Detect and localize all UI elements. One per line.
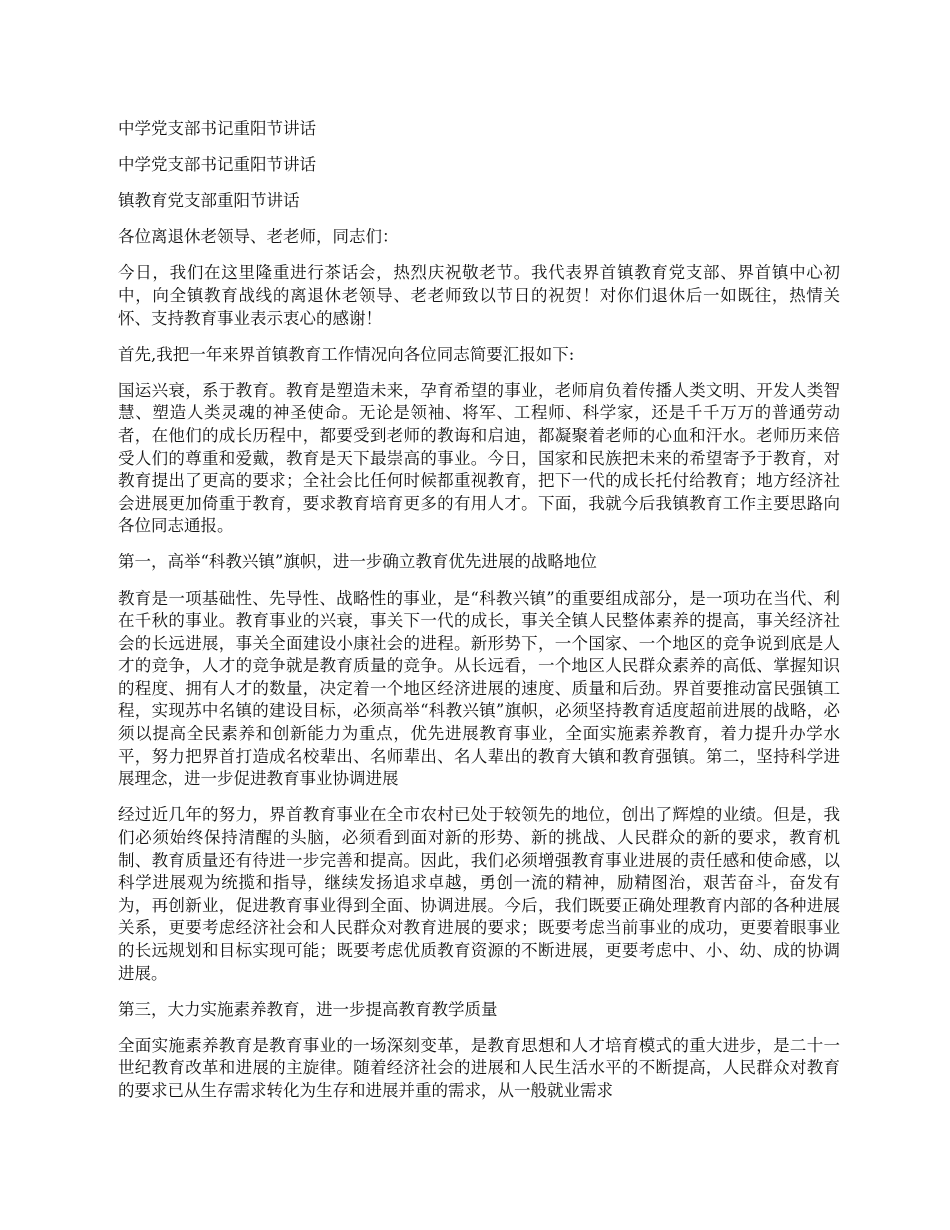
section-2-body: 经过近几年的努力，界首教育事业在全市农村已处于较领先的地位，创出了辉煌的业绩。但是，我们必须始终保持清醒的头脑，必须看到面对新的形势、新的挑战、人民群众的新的要求，教育机制、教育质量还有待进一步完善和提高。因此，我们必须增强教育事业进展的责任感和使命感，以科学进展观为统揽和指导，继续发扬追求卓越，勇创一流的精神，励精图治，艰苦奋斗，奋发有为，再创新业，促进教育事业得到全面、协调进展。今后，我们既要正确处理教育内部的各种进展关系，更要考虑经济社会和人民群众对教育进展的要求；既要考虑当前事业的成功，更要着眼事业的长远规划和目标实现可能；既要考虑优质教育资源的不断进展，更要考虑中、小、幼、成的协调进展。	[118, 805, 840, 983]
section-heading-1: 第一，高举“科教兴镇”旗帜，进一步确立教育优先进展的战略地位	[118, 552, 597, 572]
salutation: 各位离退休老领导、老老师，同志们：	[118, 227, 399, 247]
report-intro-paragraph: 首先,我把一年来界首镇教育工作情况向各位同志简要汇报如下:	[118, 344, 575, 364]
section-heading-3: 第三，大力实施素养教育，进一步提高教育教学质量	[118, 999, 498, 1019]
section-3-body: 全面实施素养教育是教育事业的一场深刻变革，是教育思想和人才培育模式的重大进步，是二十一世纪教育改革和进展的主旋律。随着经济社会的进展和人民生活水平的不断提高，人民群众对教育的要求已从生存需求转化为生存和进展并重的需求，从一般就业需求	[118, 1035, 840, 1100]
opening-paragraph: 今日，我们在这里隆重进行茶话会，热烈庆祝敬老节。我代表界首镇教育党支部、界首镇中心初中，向全镇教育战线的离退休老领导、老老师致以节日的祝贺！对你们退休后一如既往，热情关怀、支持教育事业表示衷心的感谢！	[118, 263, 840, 328]
document-title-2: 中学党支部书记重阳节讲话	[118, 155, 316, 175]
section-1-body: 教育是一项基础性、先导性、战略性的事业，是“科教兴镇”的重要组成部分，是一项功在当代、利在千秋的事业。教育事业的兴衰，事关下一代的成长，事关全镇人民整体素养的提高，事关经济社会的长远进展，事关全面建设小康社会的进程。新形势下，一个国家、一个地区的竞争说到底是人才的竞争，人才的竞争就是教育质量的竞争。从长远看，一个地区人民群众素养的高低、掌握知识的程度、拥有人才的数量，决定着一个地区经济进展的速度、质量和后劲。界首要推动富民强镇工程，实现苏中名镇的建设目标，必须高举“科教兴镇”旗帜，必须坚持教育适度超前进展的战略，必须以提高全民素养和创新能力为重点，优先进展教育事业，全面实施素养教育，着力提升办学水平，努力把界首打造成名校辈出、名师辈出、名人辈出的教育大镇和教育强镇。第二，坚持科学进展理念，进一步促进教育事业协调进展	[118, 588, 840, 789]
education-importance-paragraph: 国运兴衰，系于教育。教育是塑造未来，孕育希望的事业，老师肩负着传播人类文明、开发人类智慧、塑造人类灵魂的神圣使命。无论是领袖、将军、工程师、科学家，还是千千万万的普通劳动者，在他们的成长历程中，都要受到老师的教诲和启迪，都凝聚着老师的心血和汗水。老师历来倍受人们的尊重和爱戴，教育是天下最崇高的事业。今日，国家和民族把未来的希望寄予于教育，对教育提出了更高的要求；全社会比任何时候都重视教育，把下一代的成长托付给教育；地方经济社会进展更加倚重于教育，要求教育培育更多的有用人才。下面，我就今后我镇教育工作主要思路向各位同志通报。	[118, 380, 840, 536]
document-subtitle: 镇教育党支部重阳节讲话	[118, 191, 300, 211]
document-page	[118, 118, 840, 1116]
document-title-1: 中学党支部书记重阳节讲话	[118, 119, 316, 138]
